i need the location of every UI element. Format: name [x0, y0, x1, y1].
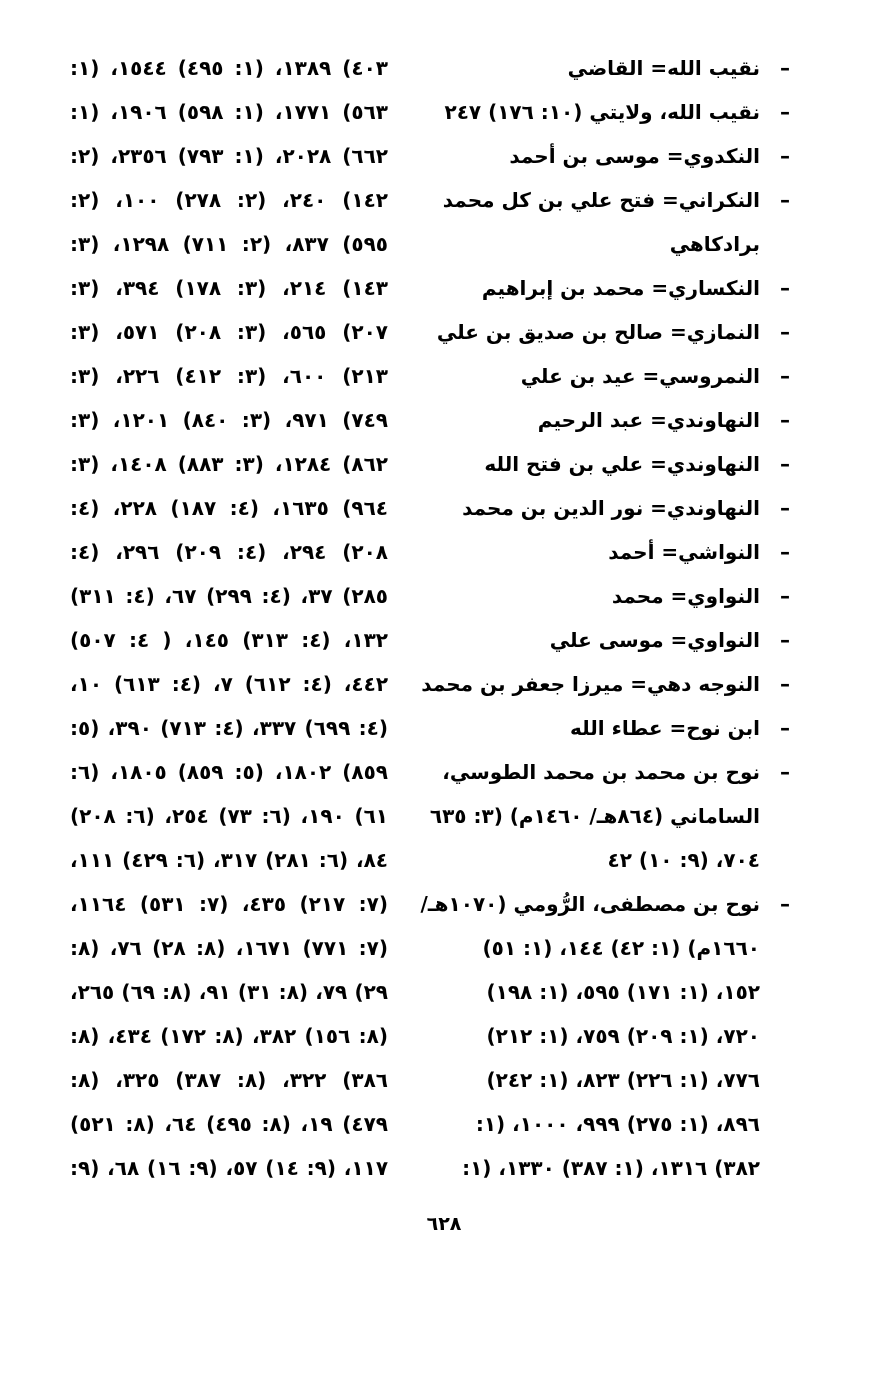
- entry-continuation: ٧٧٦، (١: ٢٢٦) ٨٢٣، (١: ٢٤٢): [486, 1068, 760, 1092]
- index-entry: – نقيب الله، ولايتي (١٠: ١٧٦) ٢٤٧: [440, 90, 760, 134]
- reference-line: ٨٤، (٦: ٢٨١) ٣١٧، (٦: ٤٢٩) ١١١،: [70, 848, 388, 872]
- entry-continuation: الساماني (٨٦٤هـ/ ١٤٦٠م) (٣: ٦٣٥: [429, 804, 760, 828]
- entry-continuation: ٧٢٠، (١: ٢٠٩) ٧٥٩، (١: ٢١٢): [486, 1024, 760, 1048]
- reference-line: (٤: ٦٩٩) ٣٣٧، (٤: ٧١٣) ٣٩٠، (٥:: [70, 716, 389, 740]
- index-entry: – النهاوندي= نور الدين بن محمد: [440, 486, 760, 530]
- entry-dash: –: [780, 540, 790, 564]
- entry-dash: –: [780, 408, 790, 432]
- reference-line: ٨٥٩) ١٨٠٢، (٥: ٨٥٩) ١٨٠٥، (٦:: [70, 760, 389, 784]
- entry-continuation: ١٦٦٠م) (١: ٤٢) ١٤٤، (١: ٥١): [482, 936, 760, 960]
- index-entry: – نوح بن مصطفى، الرُّومي (١٠٧٠هـ/: [440, 882, 760, 926]
- page-number: ٦٢٨: [426, 1213, 462, 1235]
- reference-line: (٨: ١٥٦) ٣٨٢، (٨: ١٧٢) ٤٣٤، (٨:: [70, 1024, 389, 1048]
- index-entry: – النكساري= محمد بن إبراهيم: [440, 266, 760, 310]
- reference-line: ٥٩٥) ٨٣٧، (٢: ٧١١) ١٢٩٨، (٣:: [70, 232, 388, 256]
- index-entry: – النكراني= فتح علي بن كل محمد: [440, 178, 760, 222]
- reference-line: ١٣٢، (٤: ٣١٣) ١٤٥، ( ٤: ٥٠٧): [70, 628, 388, 652]
- reference-line: ٢٩) ٧٩، (٨: ٣١) ٩١، (٨: ٦٩) ٢٦٥،: [70, 980, 389, 1004]
- index-entry: – النهاوندي= عبد الرحيم: [440, 398, 760, 442]
- entry-dash: –: [780, 276, 790, 300]
- reference-line: ٣٨٦) ٣٢٢، (٨: ٣٨٧) ٣٢٥، (٨:: [70, 1068, 389, 1092]
- entry-dash: –: [780, 716, 790, 740]
- entry-dash: –: [780, 892, 790, 916]
- entry-continuation: ٨٩٦، (١: ٢٧٥) ٩٩٩، ١٠٠٠، (١:: [475, 1112, 760, 1136]
- entry-dash: –: [780, 452, 790, 476]
- index-entry: – النواوي= موسى علي: [440, 618, 760, 662]
- reference-line: ٦٦٢) ٢٠٢٨، (١: ٧٩٣) ٢٣٥٦، (٢:: [70, 144, 389, 168]
- reference-line: ٤٧٩) ١٩، (٨: ٤٩٥) ٦٤، (٨: ٥٢١): [70, 1112, 389, 1136]
- entry-dash: –: [780, 100, 790, 124]
- reference-line: ٦١) ١٩٠، (٦: ٧٣) ٢٥٤، (٦: ٢٠٨): [70, 804, 389, 828]
- reference-line: (٧: ٧٧١) ١٦٧١، (٨: ٢٨) ٧٦، (٨:: [70, 936, 388, 960]
- index-entry: – النمروسي= عيد بن علي: [440, 354, 760, 398]
- reference-line: ٢٨٥) ٣٧، (٤: ٢٩٩) ٦٧، (٤: ٣١١): [70, 584, 389, 608]
- entry-continuation: ٣٨٢) ١٣١٦، (١: ٣٨٧) ١٣٣٠، (١:: [462, 1156, 760, 1180]
- entry-dash: –: [780, 364, 790, 388]
- index-entry: – نوح بن محمد بن محمد الطوسي،: [440, 750, 760, 794]
- entry-continuation: ٧٠٤، (٩: ١٠) ٤٢: [607, 848, 760, 872]
- entry-dash: –: [780, 320, 790, 344]
- entry-continuation: ١٥٢، (١: ١٧١) ٥٩٥، (١: ١٩٨): [486, 980, 760, 1004]
- reference-line: ٤٤٢، (٤: ٦١٢) ٧، (٤: ٦١٣) ١٠،: [70, 672, 389, 696]
- index-entry: – النواشي= أحمد: [440, 530, 760, 574]
- entry-dash: –: [780, 672, 790, 696]
- index-entry: – النكدوي= موسى بن أحمد: [440, 134, 760, 178]
- entry-dash: –: [780, 760, 790, 784]
- reference-line: ١٤٢) ٢٤٠، (٢: ٢٧٨) ١٠٠، (٢:: [70, 188, 389, 212]
- index-column-right: [420, 46, 790, 1190]
- entry-dash: –: [780, 496, 790, 520]
- reference-line: (٧: ٢١٧) ٤٣٥، (٧: ٥٣١) ١١٦٤،: [70, 892, 389, 916]
- reference-line: ٢٠٨) ٢٩٤، (٤: ٢٠٩) ٢٩٦، (٤:: [70, 540, 389, 564]
- entry-dash: –: [780, 188, 790, 212]
- reference-line: ١٤٣) ٢١٤، (٣: ١٧٨) ٣٩٤، (٣:: [70, 276, 389, 300]
- index-entry: – النوجه دهي= ميرزا جعفر بن محمد: [440, 662, 760, 706]
- index-entry: – النهاوندي= علي بن فتح الله: [440, 442, 760, 486]
- index-entry: – النمازي= صالح بن صديق بن علي: [440, 310, 760, 354]
- reference-line: ٢١٣) ٦٠٠، (٣: ٤١٢) ٢٢٦، (٣:: [70, 364, 389, 388]
- entry-dash: –: [780, 56, 790, 80]
- reference-line: ١١٧، (٩: ١٤) ٥٧، (٩: ١٦) ٦٨، (٩:: [70, 1156, 389, 1180]
- reference-line: ٤٠٣) ١٣٨٩، (١: ٤٩٥) ١٥٤٤، (١:: [70, 56, 389, 80]
- entry-dash: –: [780, 144, 790, 168]
- entry-continuation: برادكاهي: [669, 232, 760, 256]
- index-column-left: [70, 46, 388, 1190]
- index-entry: – ابن نوح= عطاء الله: [440, 706, 760, 750]
- index-entry: – النواوي= محمد: [440, 574, 760, 618]
- entry-dash: –: [780, 584, 790, 608]
- reference-line: ٩٦٤) ١٦٣٥، (٤: ١٨٧) ٢٢٨، (٤:: [70, 496, 388, 520]
- reference-line: ٨٦٢) ١٢٨٤، (٣: ٨٨٣) ١٤٠٨، (٣:: [70, 452, 389, 476]
- reference-line: ٢٠٧) ٥٦٥، (٣: ٢٠٨) ٥٧١، (٣:: [70, 320, 389, 344]
- index-entry: – نقيب الله= القاضي: [440, 46, 760, 90]
- entry-dash: –: [780, 628, 790, 652]
- reference-line: ٧٤٩) ٩٧١، (٣: ٨٤٠) ١٢٠١، (٣:: [70, 408, 388, 432]
- reference-line: ٥٦٣) ١٧٧١، (١: ٥٩٨) ١٩٠٦، (١:: [70, 100, 389, 124]
